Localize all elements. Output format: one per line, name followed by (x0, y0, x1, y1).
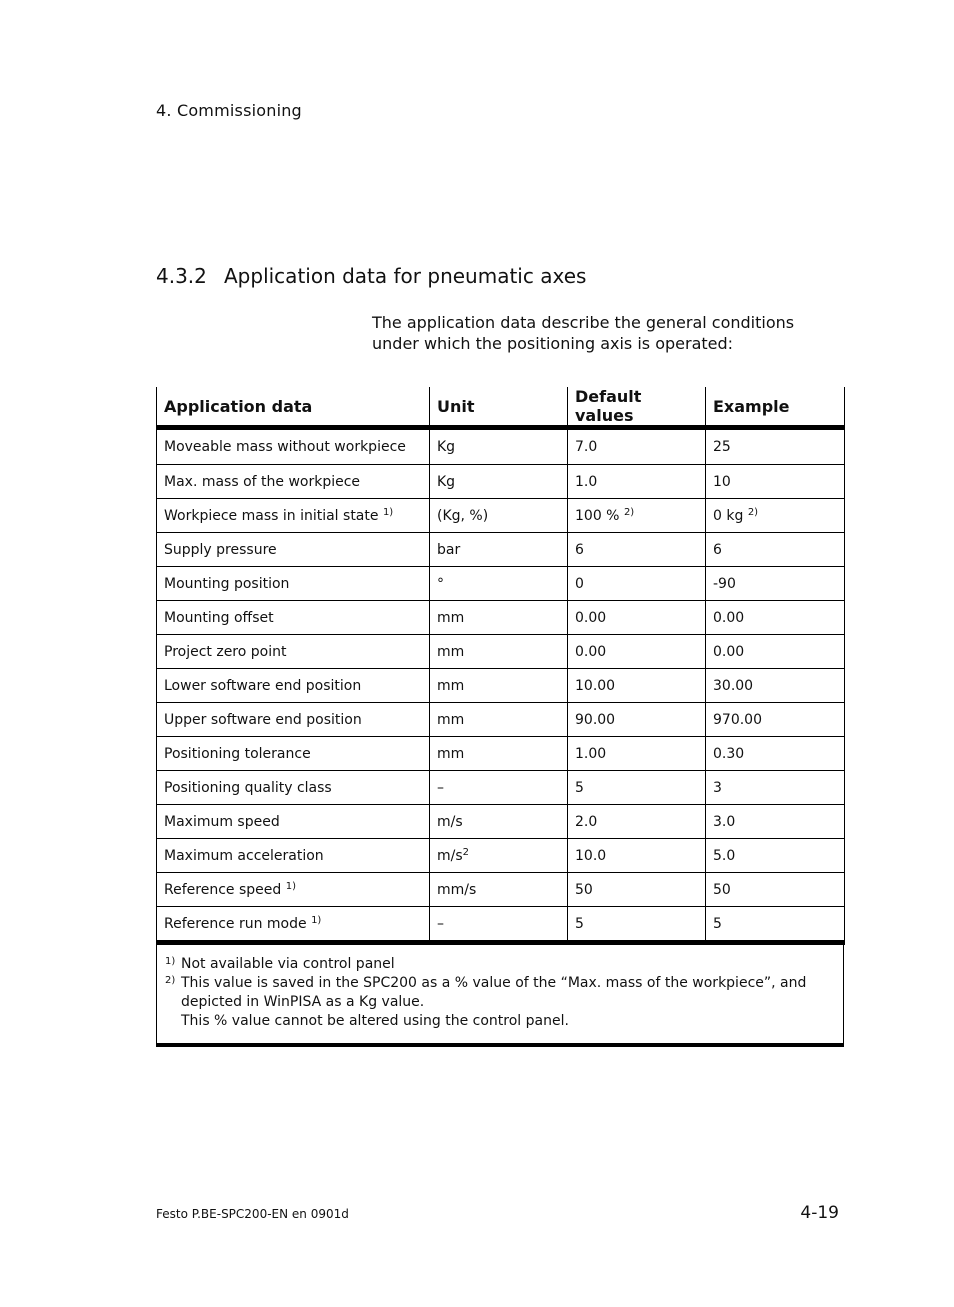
cell-default-value-text: 5 (575, 915, 584, 932)
cell-unit-text: bar (437, 541, 461, 558)
cell-default-value (568, 465, 706, 499)
cell-example-text: 5 (713, 915, 722, 932)
column-header-application-data: Application data (157, 387, 430, 428)
cell-unit (430, 771, 568, 805)
cell-example (706, 873, 845, 907)
cell-unit-text: (Kg, %) (437, 507, 489, 524)
application-data-table (156, 387, 845, 945)
cell-unit-text: m/s (437, 847, 463, 864)
cell-example (706, 428, 845, 465)
cell-application-data-text: Positioning tolerance (164, 745, 311, 762)
footnote-reference: 1) (285, 880, 296, 892)
table-row (157, 839, 845, 873)
cell-default-value-text: 10.0 (575, 847, 607, 864)
cell-application-data-text: Maximum speed (164, 813, 280, 830)
table-row (157, 907, 845, 943)
cell-application-data (157, 465, 430, 499)
cell-unit-text: Kg (437, 439, 456, 455)
cell-example-text: 6 (713, 541, 722, 558)
cell-default-value-text: 1.0 (575, 473, 598, 490)
cell-default-value (568, 873, 706, 907)
cell-application-data-text: Positioning quality class (164, 779, 332, 796)
cell-example-text: 0.00 (713, 609, 745, 626)
cell-application-data (157, 428, 430, 465)
cell-unit (430, 737, 568, 771)
cell-example (706, 465, 845, 499)
cell-default-value-text: 50 (575, 881, 593, 898)
cell-application-data (157, 669, 430, 703)
cell-default-value-text: 10.00 (575, 677, 616, 694)
footnote-text: This % value cannot be altered using the control panel. (181, 1013, 569, 1029)
table-row (157, 567, 845, 601)
cell-default-value-text: 5 (575, 779, 584, 796)
cell-default-value-text: 2.0 (575, 813, 598, 830)
cell-example-text: 30.00 (713, 677, 754, 694)
cell-default-value-text: 1.00 (575, 745, 607, 762)
table-row (157, 737, 845, 771)
cell-unit-text: mm (437, 745, 465, 762)
cell-application-data-text: Reference run mode (164, 915, 307, 932)
cell-application-data-text: Lower software end position (164, 677, 362, 694)
column-header-default-values: Default values (568, 387, 706, 428)
cell-application-data (157, 873, 430, 907)
cell-example (706, 567, 845, 601)
cell-example-text: 5.0 (713, 847, 736, 864)
cell-default-value (568, 839, 706, 873)
table-row (157, 533, 845, 567)
footer-page-number: 4-19 (800, 1203, 839, 1223)
table-row (157, 635, 845, 669)
table-header-row (157, 387, 845, 428)
footnote-reference: 1) (311, 914, 322, 926)
cell-application-data (157, 771, 430, 805)
cell-unit-text: – (437, 915, 444, 932)
footnote-1 (157, 955, 843, 974)
cell-default-value-text: 0 (575, 575, 584, 592)
cell-default-value (568, 907, 706, 943)
cell-example-text: 970.00 (713, 711, 762, 728)
cell-default-value (568, 669, 706, 703)
cell-example (706, 839, 845, 873)
cell-application-data-text: Supply pressure (164, 541, 277, 558)
cell-default-value-text: 0.00 (575, 609, 607, 626)
column-header-unit: Unit (430, 387, 568, 428)
footnote-reference: 1) (382, 506, 394, 518)
cell-application-data-text: Maximum acceleration (164, 847, 324, 864)
cell-example-text: 0.00 (713, 643, 745, 660)
cell-unit (430, 703, 568, 737)
cell-example-text: 0.30 (713, 745, 745, 762)
cell-example (706, 907, 845, 943)
cell-unit (430, 635, 568, 669)
cell-unit (430, 499, 568, 533)
cell-unit (430, 465, 568, 499)
cell-example-text: 50 (713, 881, 731, 898)
cell-application-data (157, 907, 430, 943)
cell-example-text: 3 (713, 779, 722, 796)
cell-application-data (157, 533, 430, 567)
chapter-header: 4. Commissioning (156, 101, 302, 120)
cell-application-data-text: Reference speed (164, 881, 282, 898)
unit-superscript: 2 (462, 846, 470, 858)
cell-unit (430, 567, 568, 601)
footnote-text: Not available via control panel (181, 956, 395, 972)
cell-application-data (157, 737, 430, 771)
cell-application-data (157, 635, 430, 669)
cell-default-value-text: 7.0 (575, 439, 598, 455)
table-row (157, 703, 845, 737)
footnote-text: This value is saved in the SPC200 as a % value of the “Max. mass of the workpiece”, and depicted in WinPISA as a Kg value. (181, 975, 807, 1010)
cell-unit (430, 907, 568, 943)
cell-unit-text: mm (437, 711, 465, 728)
cell-default-value (568, 567, 706, 601)
cell-default-value (568, 703, 706, 737)
column-header-example: Example (706, 387, 845, 428)
cell-unit-text: m/s (437, 813, 463, 830)
cell-unit-text: Kg (437, 473, 456, 490)
cell-unit (430, 805, 568, 839)
cell-example (706, 635, 845, 669)
cell-unit (430, 873, 568, 907)
section-title: Application data for pneumatic axes (224, 264, 587, 288)
table-row (157, 805, 845, 839)
cell-default-value-text: 90.00 (575, 711, 616, 728)
table-row (157, 873, 845, 907)
cell-unit-text: ° (437, 575, 444, 592)
cell-application-data-text: Project zero point (164, 643, 287, 660)
cell-unit-text: – (437, 779, 444, 796)
cell-default-value-text: 0.00 (575, 643, 607, 660)
cell-example (706, 805, 845, 839)
footnote-reference: 2) (747, 506, 759, 518)
cell-application-data (157, 703, 430, 737)
cell-application-data (157, 499, 430, 533)
cell-default-value (568, 428, 706, 465)
cell-unit (430, 533, 568, 567)
cell-default-value (568, 533, 706, 567)
footnote-mark: 1) (165, 956, 176, 967)
cell-application-data (157, 567, 430, 601)
cell-unit (430, 601, 568, 635)
cell-example (706, 601, 845, 635)
footnote-mark: 2) (165, 975, 176, 986)
cell-default-value (568, 771, 706, 805)
table-row (157, 771, 845, 805)
cell-application-data-text: Mounting offset (164, 609, 274, 626)
cell-example (706, 737, 845, 771)
footnote-reference: 2) (623, 506, 635, 518)
intro-paragraph: The application data describe the general conditions under which the positioning axis is operated: (372, 313, 795, 353)
cell-unit-text: mm (437, 643, 465, 660)
cell-example (706, 669, 845, 703)
cell-default-value (568, 635, 706, 669)
footnotes (156, 944, 844, 1047)
cell-unit (430, 428, 568, 465)
cell-example-text: 25 (713, 439, 731, 455)
cell-application-data (157, 805, 430, 839)
cell-example-text: 0 kg (713, 507, 744, 524)
cell-example (706, 533, 845, 567)
cell-application-data-text: Moveable mass without workpiece (164, 439, 406, 455)
cell-example (706, 703, 845, 737)
cell-unit-text: mm (437, 677, 465, 694)
cell-unit-text: mm (437, 609, 465, 626)
table-body (157, 428, 845, 943)
cell-application-data (157, 601, 430, 635)
table-row (157, 499, 845, 533)
cell-example-text: 3.0 (713, 813, 736, 830)
cell-default-value (568, 737, 706, 771)
cell-application-data-text: Mounting position (164, 575, 290, 592)
cell-application-data (157, 839, 430, 873)
cell-example-text: -90 (713, 575, 736, 592)
cell-default-value (568, 499, 706, 533)
cell-unit-text: mm/s (437, 881, 477, 898)
cell-example (706, 771, 845, 805)
cell-application-data-text: Upper software end position (164, 711, 362, 728)
table-row (157, 601, 845, 635)
cell-example (706, 499, 845, 533)
table-row (157, 428, 845, 465)
table-row (157, 669, 845, 703)
section-heading (156, 264, 586, 288)
cell-default-value (568, 601, 706, 635)
footnote-2 (157, 974, 843, 1031)
cell-default-value-text: 6 (575, 541, 584, 558)
table-row (157, 465, 845, 499)
cell-unit (430, 839, 568, 873)
footer-document-id: Festo P.BE-SPC200-EN en 0901d (156, 1207, 349, 1221)
cell-unit (430, 669, 568, 703)
section-number: 4.3.2 (156, 264, 207, 288)
cell-example-text: 10 (713, 473, 731, 490)
cell-default-value-text: 100 % (575, 507, 620, 524)
cell-application-data-text: Workpiece mass in initial state (164, 507, 379, 524)
cell-default-value (568, 805, 706, 839)
cell-application-data-text: Max. mass of the workpiece (164, 473, 361, 490)
